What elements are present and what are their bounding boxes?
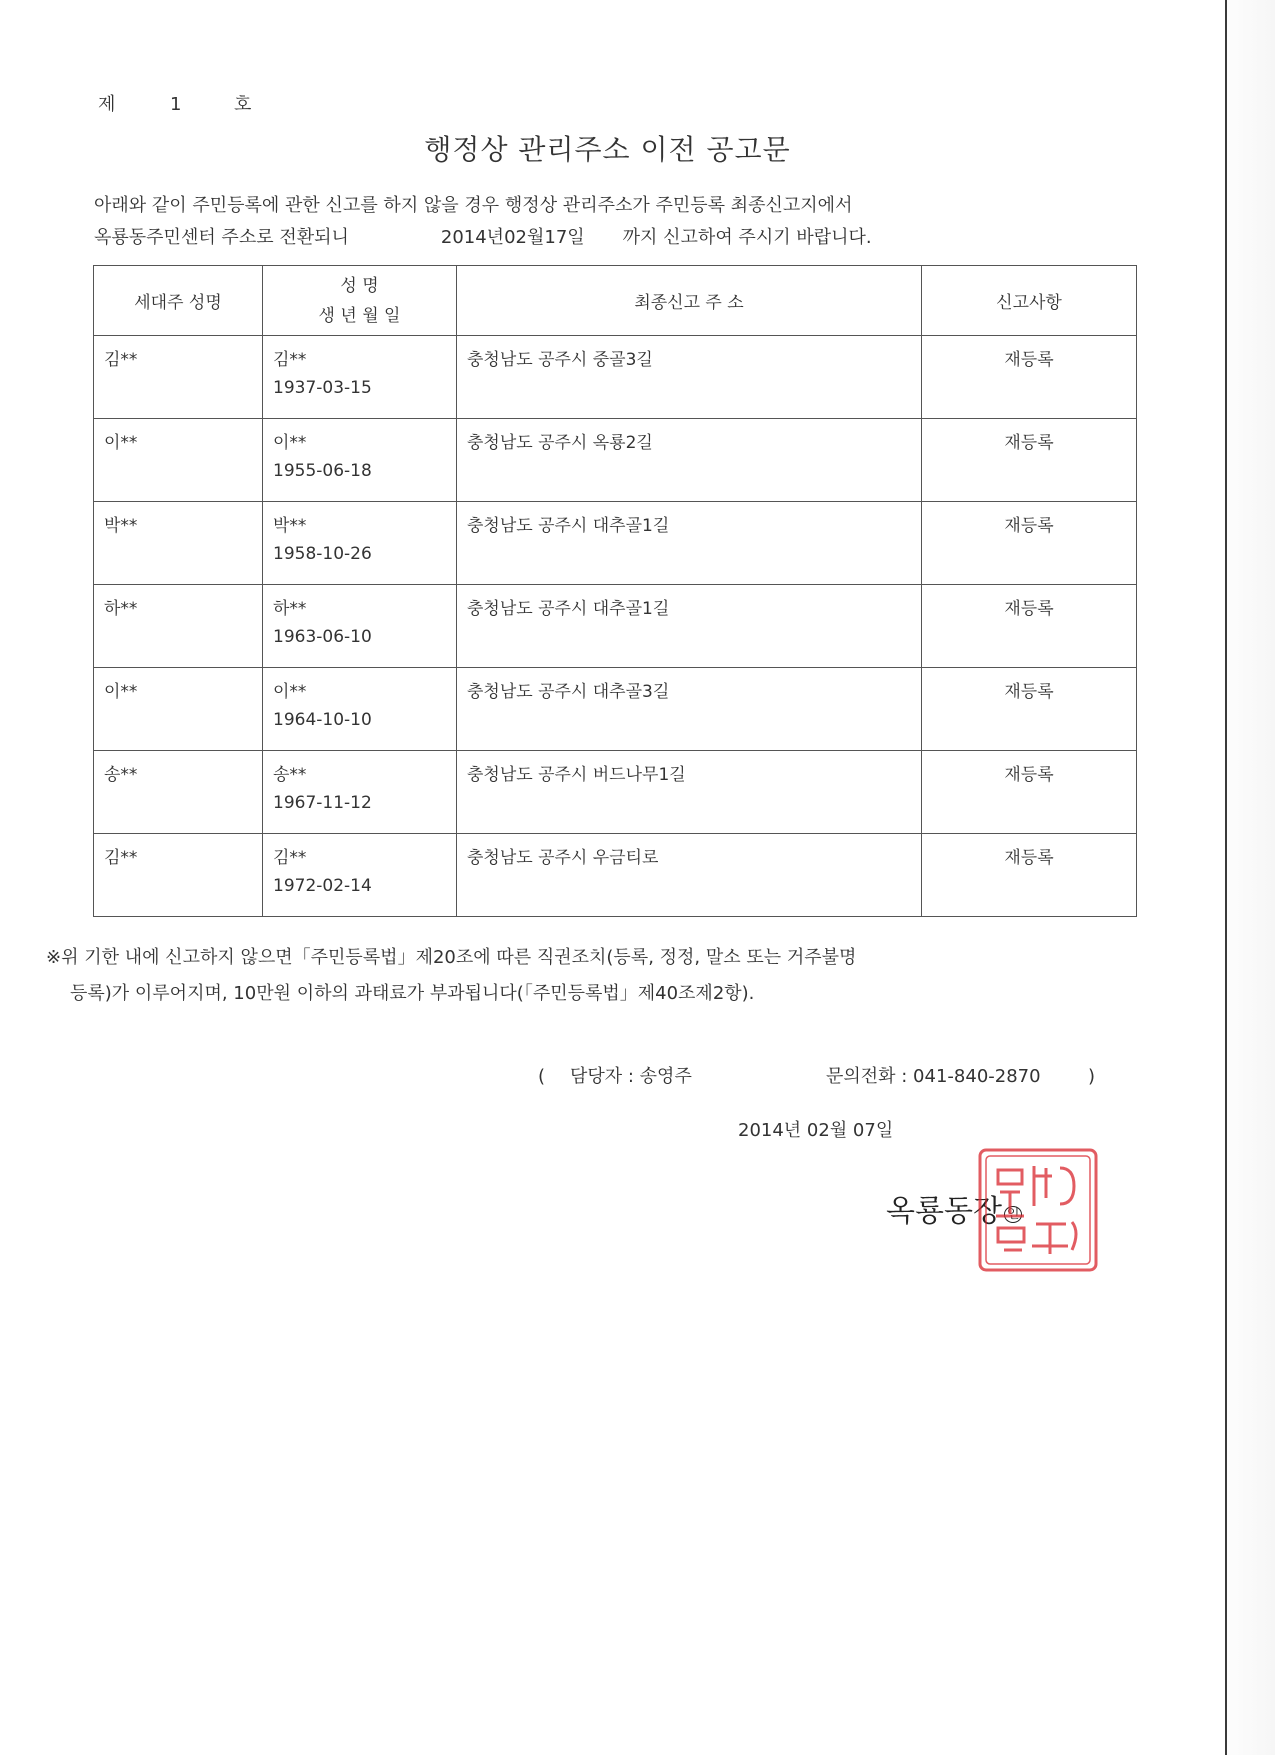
official-seal-icon — [976, 1146, 1100, 1274]
intro-line-2 — [94, 222, 1094, 254]
issuer-title: 옥룡동장 — [886, 1194, 1002, 1229]
intro-line-2-end: 까지 신고하여 주시기 바랍니다. — [622, 227, 872, 248]
header-report: 신고사항 — [922, 266, 1137, 336]
issue-date: 2014년 02월 07일 — [738, 1120, 894, 1141]
householder-cell: 송** — [94, 751, 263, 834]
name-birth-cell — [263, 751, 457, 834]
report-cell: 재등록 — [922, 336, 1137, 419]
header-name: 성 명 — [340, 275, 379, 296]
deadline-date: 2014년02월17일 — [440, 227, 585, 248]
person-name: 이** — [273, 433, 307, 453]
table-header-row — [94, 266, 1137, 336]
person-name: 송** — [273, 765, 307, 785]
report-cell: 재등록 — [922, 668, 1137, 751]
table-row — [94, 585, 1137, 668]
person-name: 김** — [273, 350, 307, 370]
householder-cell: 이** — [94, 668, 263, 751]
intro-line-1: 아래와 같이 주민등록에 관한 신고를 하지 않을 경우 행정상 관리주소가 주민등록 최종신고지에서 — [94, 195, 853, 216]
householder-cell: 하** — [94, 585, 263, 668]
report-cell: 재등록 — [922, 751, 1137, 834]
doc-number-suffix: 호 — [234, 94, 252, 115]
householder-cell: 이** — [94, 419, 263, 502]
householder-cell: 김** — [94, 336, 263, 419]
address-cell: 충청남도 공주시 옥룡2길 — [457, 419, 922, 502]
table-row — [94, 751, 1137, 834]
header-birth: 생 년 월 일 — [318, 305, 401, 326]
intro-line-2-start: 옥룡동주민센터 주소로 전환되니 — [94, 227, 349, 248]
address-cell: 충청남도 공주시 우금티로 — [457, 834, 922, 917]
doc-number-value: 1 — [170, 94, 182, 115]
contact-line — [538, 1062, 1138, 1088]
intro-paragraph — [94, 190, 1094, 254]
legal-note-line-1: ※위 기한 내에 신고하지 않으면「주민등록법」제20조에 따른 직권조치(등록, 정정, 말소 또는 거주불명 — [46, 947, 857, 968]
header-address: 최종신고 주 소 — [457, 266, 922, 336]
person-name: 박** — [273, 516, 307, 536]
table-body — [94, 336, 1137, 917]
report-cell: 재등록 — [922, 502, 1137, 585]
table-row — [94, 834, 1137, 917]
header-householder: 세대주 성명 — [94, 266, 263, 336]
legal-note — [46, 940, 1086, 1012]
address-cell: 충청남도 공주시 대추골1길 — [457, 585, 922, 668]
name-birth-cell — [263, 668, 457, 751]
relocation-table — [93, 265, 1137, 917]
birth-date: 1958-10-26 — [273, 544, 372, 564]
scan-edge — [1225, 0, 1275, 1755]
name-birth-cell — [263, 502, 457, 585]
document-number — [98, 90, 251, 116]
birth-date: 1937-03-15 — [273, 378, 372, 398]
person-name: 이** — [273, 682, 307, 702]
table-row — [94, 668, 1137, 751]
legal-note-line-2: 등록)가 이루어지며, 10만원 이하의 과태료가 부과됩니다(「주민등록법」제40조제2항). — [70, 983, 755, 1004]
name-birth-cell — [263, 336, 457, 419]
contact-person: 담당자 : 송영주 — [570, 1066, 692, 1087]
address-cell: 충청남도 공주시 대추골1길 — [457, 502, 922, 585]
contact-close-paren: ) — [1088, 1066, 1096, 1087]
report-cell: 재등록 — [922, 419, 1137, 502]
birth-date: 1964-10-10 — [273, 710, 372, 730]
document-title: 행정상 관리주소 이전 공고문 — [424, 133, 791, 166]
address-cell: 충청남도 공주시 중골3길 — [457, 336, 922, 419]
contact-phone: 문의전화 : 041-840-2870 — [826, 1066, 1041, 1087]
report-cell: 재등록 — [922, 834, 1137, 917]
birth-date: 1967-11-12 — [273, 793, 372, 813]
doc-number-prefix: 제 — [98, 94, 116, 115]
table-row — [94, 419, 1137, 502]
contact-open-paren: ( — [538, 1066, 546, 1087]
header-name-birth — [263, 266, 457, 336]
name-birth-cell — [263, 834, 457, 917]
seal-mark: 인 — [1004, 1206, 1023, 1223]
address-cell: 충청남도 공주시 버드나무1길 — [457, 751, 922, 834]
householder-cell: 박** — [94, 502, 263, 585]
name-birth-cell — [263, 585, 457, 668]
birth-date: 1972-02-14 — [273, 876, 372, 896]
householder-cell: 김** — [94, 834, 263, 917]
birth-date: 1963-06-10 — [273, 627, 372, 647]
address-cell: 충청남도 공주시 대추골3길 — [457, 668, 922, 751]
name-birth-cell — [263, 419, 457, 502]
report-cell: 재등록 — [922, 585, 1137, 668]
person-name: 김** — [273, 848, 307, 868]
birth-date: 1955-06-18 — [273, 461, 372, 481]
table-row — [94, 502, 1137, 585]
person-name: 하** — [273, 599, 307, 619]
table-row — [94, 336, 1137, 419]
